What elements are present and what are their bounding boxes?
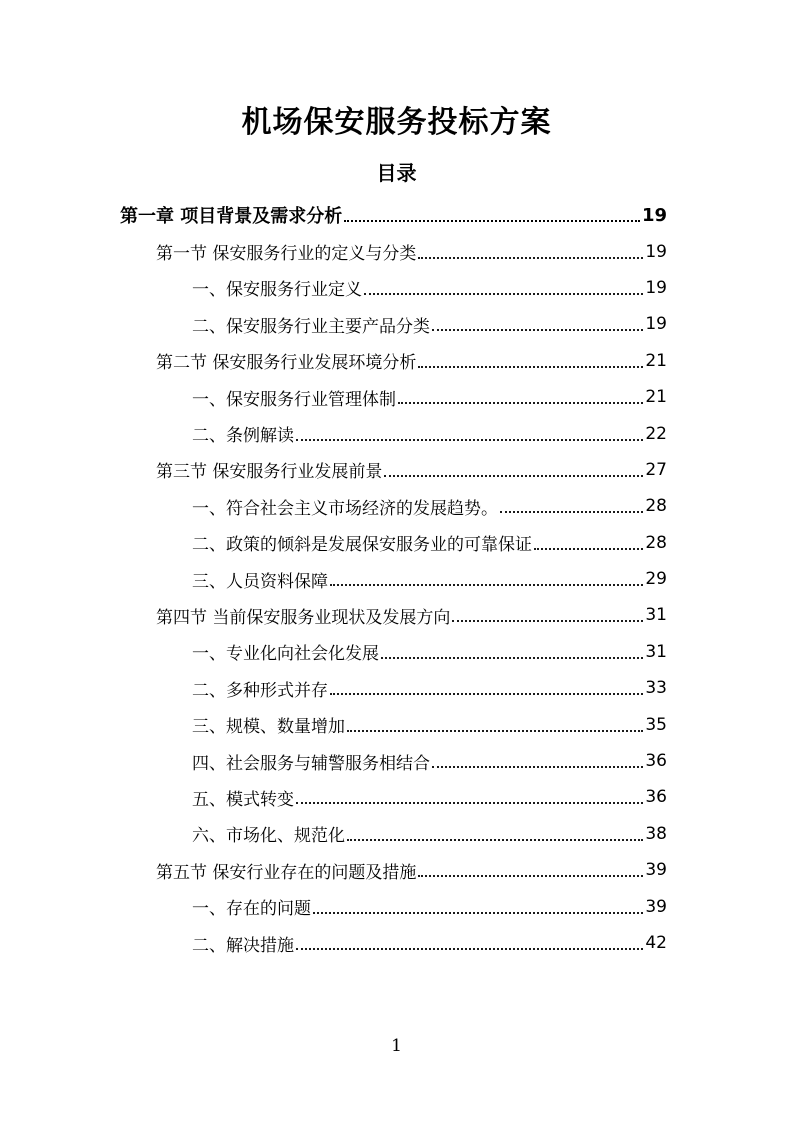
toc-entry[interactable] <box>120 852 667 888</box>
toc-entry-page: 35 <box>645 714 667 735</box>
toc-entry-label: 一、符合社会主义市场经济的发展趋势。 <box>192 498 498 519</box>
page-number: 1 <box>391 1036 402 1056</box>
toc-entry[interactable] <box>120 525 667 561</box>
toc-entry-label: 一、存在的问题 <box>192 899 311 920</box>
toc-entry[interactable] <box>120 415 667 451</box>
toc-leader-dots <box>296 802 643 804</box>
toc-entry[interactable] <box>120 233 667 269</box>
toc-entry[interactable] <box>120 488 667 524</box>
toc-entry-page: 21 <box>645 350 667 371</box>
toc-entry-label: 一、专业化向社会化发展 <box>192 644 379 665</box>
toc-leader-dots <box>452 620 643 622</box>
toc-entry-label: 一、保安服务行业定义 <box>192 280 362 301</box>
toc-leader-dots <box>432 766 643 768</box>
toc-entry-page: 19 <box>645 241 667 262</box>
toc-entry[interactable] <box>120 306 667 342</box>
toc-entry-page: 29 <box>645 569 667 590</box>
toc-leader-dots <box>313 912 643 914</box>
toc-entry-page: 31 <box>645 641 667 662</box>
toc-entry-label: 四、社会服务与辅警服务相结合 <box>192 753 430 774</box>
toc-entry[interactable] <box>120 634 667 670</box>
toc-entry-label: 第三节 保安服务行业发展前景 <box>156 462 383 483</box>
toc-entry[interactable] <box>120 379 667 415</box>
toc-entry-page: 28 <box>645 532 667 553</box>
toc-entry-page: 28 <box>645 496 667 517</box>
toc-entry[interactable] <box>120 670 667 706</box>
toc-entry-label: 二、解决措施 <box>192 935 294 956</box>
toc-entry-page: 21 <box>645 387 667 408</box>
toc-leader-dots <box>418 366 643 368</box>
toc-leader-dots <box>418 257 643 259</box>
toc-entry-page: 33 <box>645 678 667 699</box>
toc-entry-label: 第五节 保安行业存在的问题及措施 <box>156 862 417 883</box>
toc-entry[interactable] <box>120 452 667 488</box>
toc-leader-dots <box>418 875 643 877</box>
toc-entry-page: 36 <box>645 751 667 772</box>
toc-entry[interactable] <box>120 706 667 742</box>
table-of-contents <box>120 197 667 961</box>
toc-leader-dots <box>398 402 643 404</box>
toc-entry-page: 38 <box>645 823 667 844</box>
toc-entry[interactable] <box>120 779 667 815</box>
toc-entry-label: 二、条例解读 <box>192 426 294 447</box>
toc-entry-page: 22 <box>645 423 667 444</box>
toc-entry-label: 六、市场化、规范化 <box>192 826 345 847</box>
toc-entry-page: 36 <box>645 787 667 808</box>
toc-entry[interactable] <box>120 343 667 379</box>
toc-leader-dots <box>330 693 643 695</box>
toc-entry-label: 第二节 保安服务行业发展环境分析 <box>156 353 417 374</box>
toc-entry-page: 27 <box>645 459 667 480</box>
toc-entry-label: 第四节 当前保安服务业现状及发展方向 <box>156 607 451 628</box>
toc-leader-dots <box>432 329 643 331</box>
toc-entry-label: 二、政策的倾斜是发展保安服务业的可靠保证 <box>192 535 532 556</box>
toc-entry-label: 第一章 项目背景及需求分析 <box>120 206 343 228</box>
toc-entry-label: 二、多种形式并存 <box>192 680 328 701</box>
toc-entry-page: 19 <box>641 204 667 226</box>
toc-entry-page: 39 <box>645 860 667 881</box>
toc-entry[interactable] <box>120 816 667 852</box>
toc-entry-label: 三、人员资料保障 <box>192 571 328 592</box>
toc-leader-dots <box>344 220 640 222</box>
toc-entry[interactable] <box>120 925 667 961</box>
toc-entry-label: 二、保安服务行业主要产品分类 <box>192 316 430 337</box>
toc-entry[interactable] <box>120 743 667 779</box>
toc-entry-page: 31 <box>645 605 667 626</box>
toc-entry[interactable] <box>120 597 667 633</box>
toc-leader-dots <box>347 730 643 732</box>
toc-leader-dots <box>364 293 643 295</box>
toc-entry-label: 五、模式转变 <box>192 789 294 810</box>
toc-entry-page: 42 <box>645 933 667 953</box>
toc-entry-label: 三、规模、数量增加 <box>192 717 345 738</box>
toc-entry-page: 19 <box>645 314 667 335</box>
toc-entry[interactable] <box>120 888 667 924</box>
toc-entry[interactable] <box>120 270 667 306</box>
toc-entry[interactable] <box>120 561 667 597</box>
toc-leader-dots <box>500 511 643 513</box>
toc-entry-page: 39 <box>645 896 667 917</box>
toc-leader-dots <box>330 584 643 586</box>
toc-entry-label: 第一节 保安服务行业的定义与分类 <box>156 244 417 265</box>
toc-entry-page: 19 <box>645 277 667 298</box>
toc-heading: 目录 <box>376 161 417 185</box>
toc-leader-dots <box>381 657 643 659</box>
toc-entry[interactable] <box>120 197 667 233</box>
toc-leader-dots <box>384 475 643 477</box>
document-title: 机场保安服务投标方案 <box>241 105 552 140</box>
toc-leader-dots <box>347 839 643 841</box>
toc-leader-dots <box>296 439 643 441</box>
toc-entry-label: 一、保安服务行业管理体制 <box>192 389 396 410</box>
toc-leader-dots <box>534 548 643 550</box>
toc-leader-dots <box>296 948 643 950</box>
